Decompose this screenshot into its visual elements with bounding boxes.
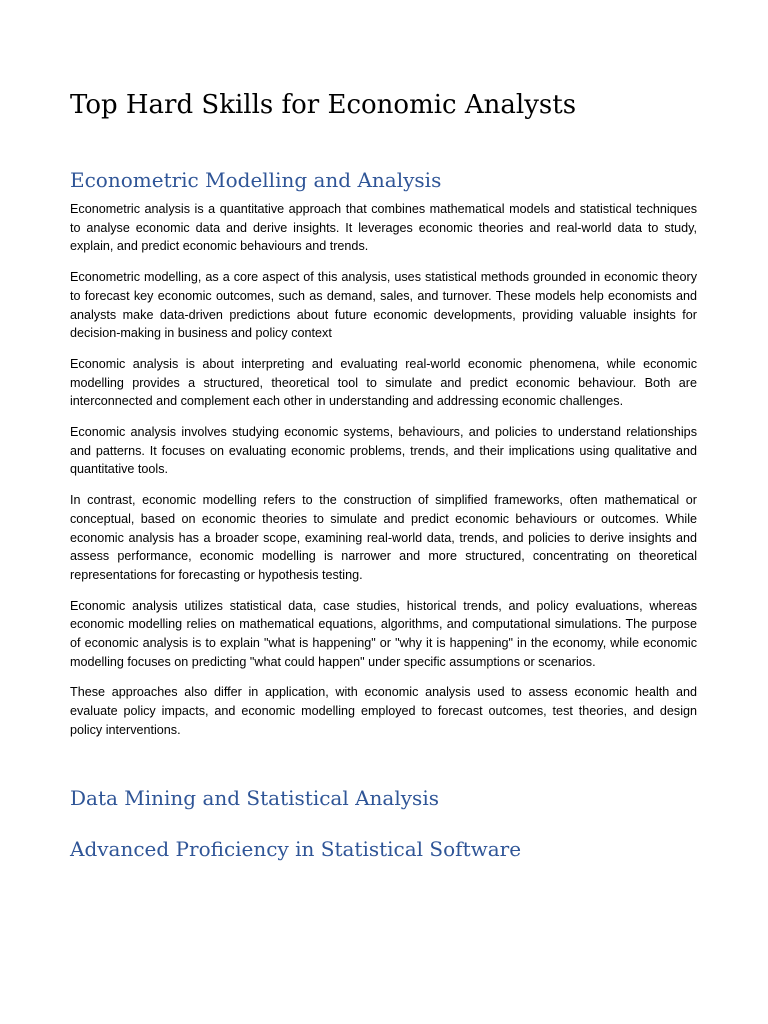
paragraph: These approaches also differ in application, with economic analysis used to assess economic health and evaluate policy impacts, and economic modelling employed to forecast outcomes, test theories, and design policy interventions. [70, 685, 697, 737]
section-heading-econometric-modelling: Econometric Modelling and Analysis [70, 168, 442, 192]
paragraph: Econometric modelling, as a core aspect of this analysis, uses statistical methods grounded in economic theory to forecast key economic outcomes, such as demand, sales, and turnover. These models help economists and analysts make data-driven predictions about future economic developments, providing valuable insights for decision-making in business and policy context [70, 270, 697, 341]
section-heading-data-mining: Data Mining and Statistical Analysis [70, 786, 439, 810]
section-heading-statistical-software: Advanced Proficiency in Statistical Software [70, 837, 522, 861]
document-title: Top Hard Skills for Economic Analysts [70, 90, 577, 120]
section-body-econometric-modelling [70, 200, 697, 752]
paragraph: Economic analysis is about interpreting and evaluating real-world economic phenomena, while economic modelling provides a structured, theoretical tool to simulate and predict economic behaviour. Both are interconnected and complement each other in understanding and addressing economic challenges. [70, 356, 697, 409]
paragraph: Economic analysis utilizes statistical data, case studies, historical trends, and policy evaluations, whereas economic modelling relies on mathematical equations, algorithms, and computational simulations. The purpose of economic analysis is to explain "what is happening" or "why it is happening" in the economy, while economic modelling focuses on predicting "what could happen" under specific assumptions or scenarios. [70, 598, 697, 669]
paragraph: Econometric analysis is a quantitative approach that combines mathematical models and statistical techniques to analyse economic data and derive insights. It leverages economic theories and real-world data to study, explain, and predict economic behaviours and trends. [70, 202, 697, 254]
paragraph: Economic analysis involves studying economic systems, behaviours, and policies to understand relationships and patterns. It focuses on evaluating economic problems, trends, and their implications using qualitative and quantitative tools. [70, 425, 697, 477]
paragraph: In contrast, economic modelling refers to the construction of simplified frameworks, often mathematical or conceptual, based on economic theories to simulate and predict economic behaviours or outcomes. While economic analysis has a broader scope, examining real-world data, trends, and policies to derive insights and assess performance, economic modelling is narrower and more structured, concentrating on theoretical representations for forecasting or hypothesis testing. [70, 493, 697, 582]
